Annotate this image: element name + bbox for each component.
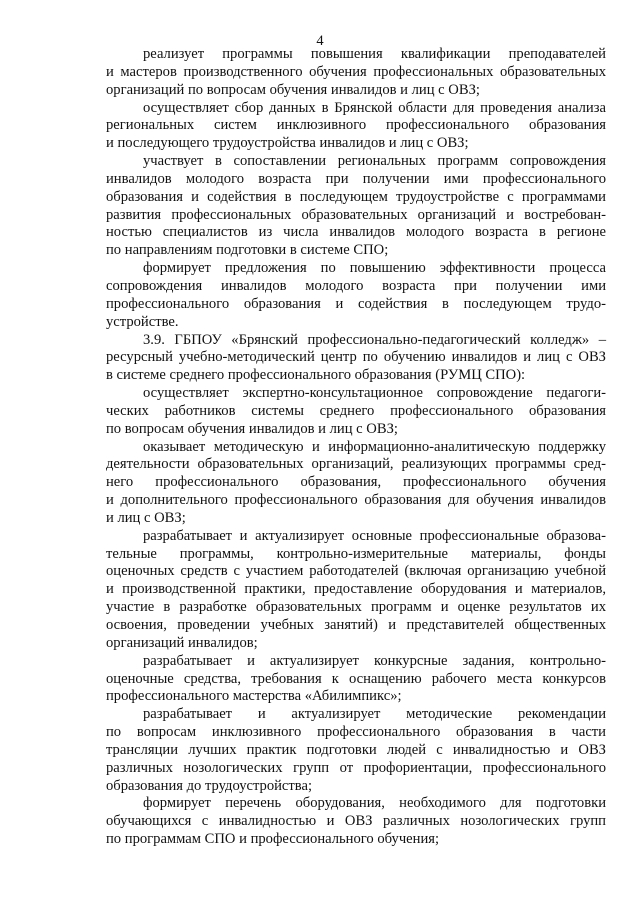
paragraph-6 (106, 385, 606, 439)
paragraph-2 (106, 100, 606, 154)
text-line: освоения, проведении учебных занятий) и представителей общественных (106, 617, 606, 633)
text-line: и мастеров производственного обучения профессиональных образовательных (106, 63, 606, 80)
text-line: ностью специалистов из числа инвалидов молодого возраста в регионе (106, 224, 606, 241)
text-line: трансляции лучших практик подготовки людей с инвалидностью и ОВЗ (106, 741, 606, 758)
page-number: 4 (316, 33, 324, 49)
text-line: и производственной практики, предоставление оборудования и материалов, (106, 581, 606, 598)
text-line: сопровождения инвалидов молодого возраста при получении ими (106, 277, 606, 294)
text-line: ресурсный учебно-методический центр по обучению инвалидов и лиц с ОВЗ (106, 349, 606, 366)
text-line: ческих работников системы среднего профессионального образования (106, 402, 606, 419)
text-line: по вопросам обучения инвалидов и лиц с ОВЗ; (106, 420, 398, 437)
text-line: формирует предложения по повышению эффективности процесса (143, 260, 606, 277)
text-line: образования и содействия в последующем трудоустройстве с программами (106, 188, 606, 205)
text-line: обучающихся с инвалидностью и ОВЗ различных нозологических групп (106, 813, 606, 830)
document-body (106, 46, 606, 849)
paragraph-7 (106, 439, 606, 528)
text-line: участвует в сопоставлении региональных программ сопровождения (143, 153, 606, 170)
text-line: по программам СПО и профессионального обучения; (106, 831, 440, 848)
text-line: 3.9. ГБПОУ «Брянский профессионально-педагогический колледж» – (143, 331, 606, 348)
text-line: по направлениям подготовки в системе СПО; (106, 242, 389, 259)
text-line: профессионального образования и содействия в последующем трудо- (106, 295, 606, 312)
paragraph-4 (106, 260, 606, 331)
text-line: различных нозологических групп от профориентации, профессионального (106, 759, 606, 776)
text-line: деятельности образовательных организаций, реализующих программы сред- (106, 456, 606, 473)
text-line: участие в разработке образовательных программ и оценке результатов их (106, 599, 606, 616)
text-line: оказывает методическую и информационно-аналитическую поддержку (143, 438, 606, 455)
section-3-9 (106, 332, 606, 386)
text-line: по вопросам инклюзивного профессионального образования в части (106, 724, 606, 741)
text-line: профессионального мастерства «Абилимпикс»; (106, 688, 402, 705)
text-line: региональных систем инклюзивного профессионального образования (106, 117, 606, 134)
text-line: оценочных средств с участием работодателей (включая организацию учебной (106, 563, 606, 580)
paragraph-10 (106, 706, 606, 795)
paragraph-9 (106, 653, 606, 707)
text-line: и дополнительного профессионального образования для обучения инвалидов (106, 492, 606, 509)
paragraph-3 (106, 153, 606, 260)
text-line: и последующего трудоустройства инвалидов и лиц с ОВЗ; (106, 135, 469, 152)
text-line: образования до трудоустройства; (106, 777, 313, 794)
text-line: разрабатывает и актуализирует методические рекомендации (143, 706, 606, 723)
text-line: реализует программы повышения квалификации преподавателей (143, 46, 606, 62)
text-line: тельные программы, контрольно-измерительные материалы, фонды (106, 545, 606, 562)
paragraph-11 (106, 795, 606, 849)
text-line: формирует перечень оборудования, необходимого для подготовки (143, 795, 606, 812)
text-line: и лиц с ОВЗ; (106, 509, 186, 526)
text-line: устройстве. (106, 313, 179, 330)
text-line: осуществляет сбор данных в Брянской области для проведения анализа (143, 99, 606, 116)
paragraph-1 (106, 46, 606, 100)
text-line: осуществляет экспертно-консультационное сопровождение педагоги- (143, 385, 606, 402)
text-line: оценочные средства, требования к оснащению рабочего места конкурсов (106, 670, 606, 687)
text-line: разрабатывает и актуализирует основные профессиональные образова- (143, 527, 606, 544)
text-line: в системе среднего профессионального образования (РУМЦ СПО): (106, 367, 526, 384)
text-line: инвалидов молодого возраста при получении ими профессионального (106, 170, 606, 187)
text-line: него профессионального образования, профессионального обучения (106, 474, 606, 491)
text-line: разрабатывает и актуализирует конкурсные задания, контрольно- (143, 652, 606, 669)
paragraph-8 (106, 528, 606, 653)
text-line: организаций по вопросам обучения инвалидов и лиц с ОВЗ; (106, 81, 480, 98)
text-line: организаций инвалидов; (106, 634, 258, 651)
text-line: развития профессиональных образовательных организаций и востребован- (106, 206, 606, 223)
